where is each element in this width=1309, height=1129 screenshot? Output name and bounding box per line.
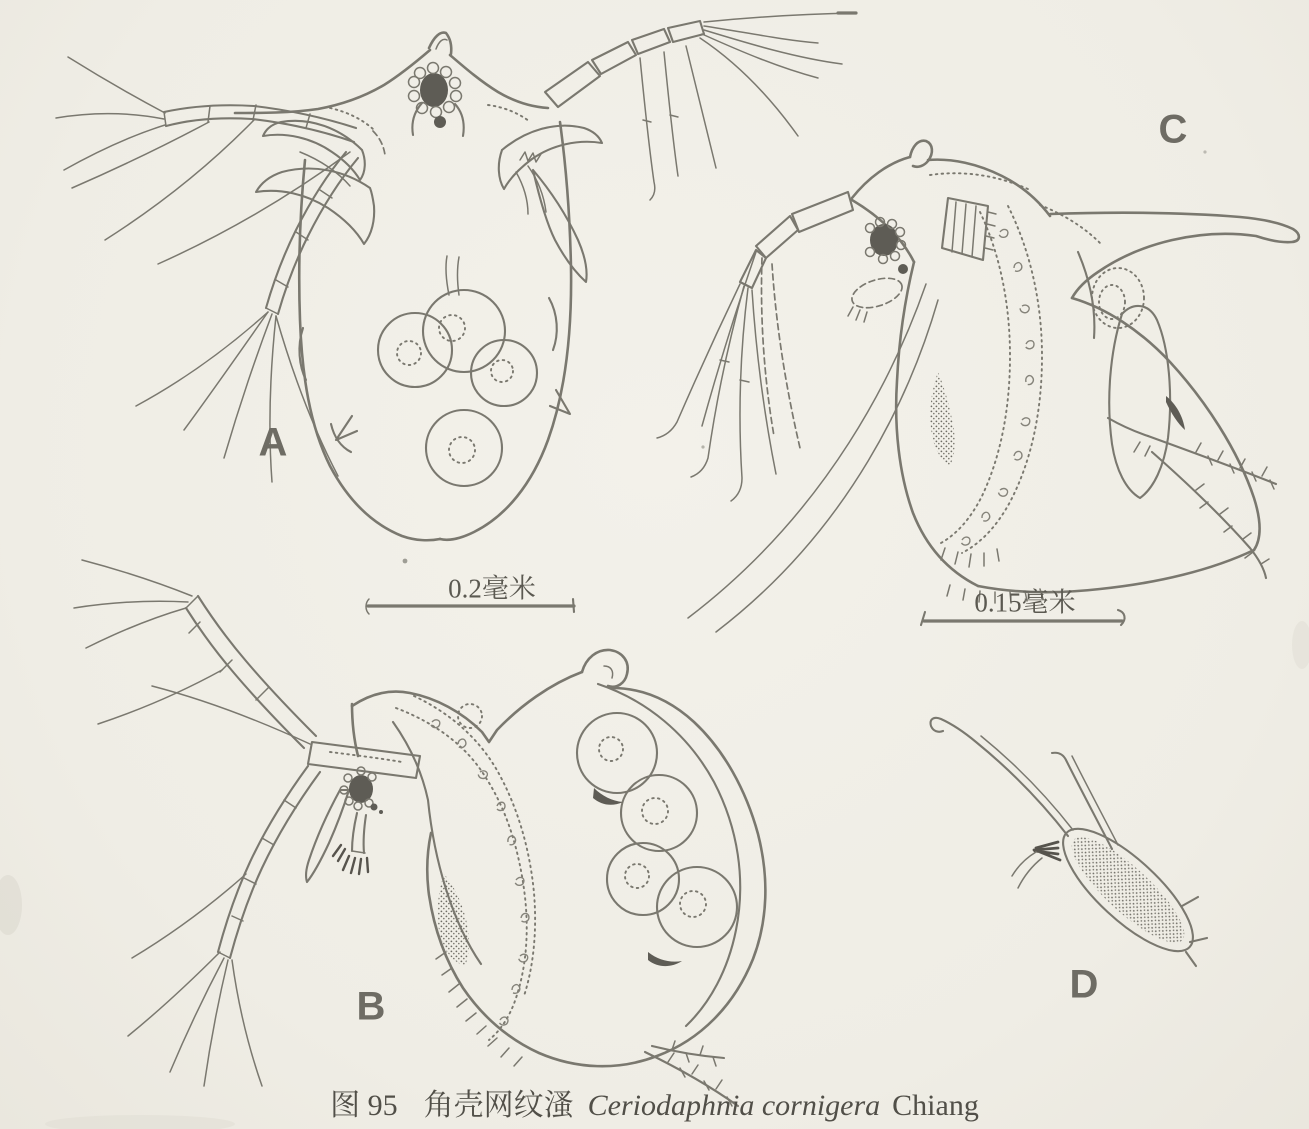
eggs-b <box>577 713 737 947</box>
species-latin-name: Ceriodaphnia cornigera <box>587 1089 881 1122</box>
scale-bar-c-label: 0.15毫米 <box>974 587 1076 618</box>
reticulation-squiggles-c <box>961 228 1035 545</box>
feather-barbs-c1 <box>1196 443 1274 489</box>
species-chinese-name: 角壳网纹溞 <box>423 1089 574 1122</box>
panel-a-drawing <box>56 13 856 540</box>
egg-nuclei <box>397 315 513 463</box>
feather-barbs-c2 <box>1196 484 1269 564</box>
panel-b-drawing <box>74 560 765 1106</box>
panel-label-d: D <box>1069 962 1099 1007</box>
figure-caption <box>0 1080 1309 1124</box>
right-antenna-segments <box>545 21 704 107</box>
scale-bar-a-label: 0.2毫米 <box>448 573 536 604</box>
eggs <box>378 290 537 486</box>
panel-label-b: B <box>356 984 386 1029</box>
panel-d-drawing <box>931 718 1210 969</box>
panel-label-c: C <box>1158 107 1188 152</box>
paper-texture <box>0 150 1309 1129</box>
reticulation-squiggles-b <box>430 718 529 1025</box>
panel-label-a: A <box>258 420 288 465</box>
basal-tuft <box>1034 842 1060 860</box>
species-author: Chiang <box>892 1089 979 1122</box>
figure-number: 图 95 <box>330 1089 398 1122</box>
egg-nuclei-b <box>599 737 706 917</box>
panel-c-drawing <box>657 141 1299 632</box>
